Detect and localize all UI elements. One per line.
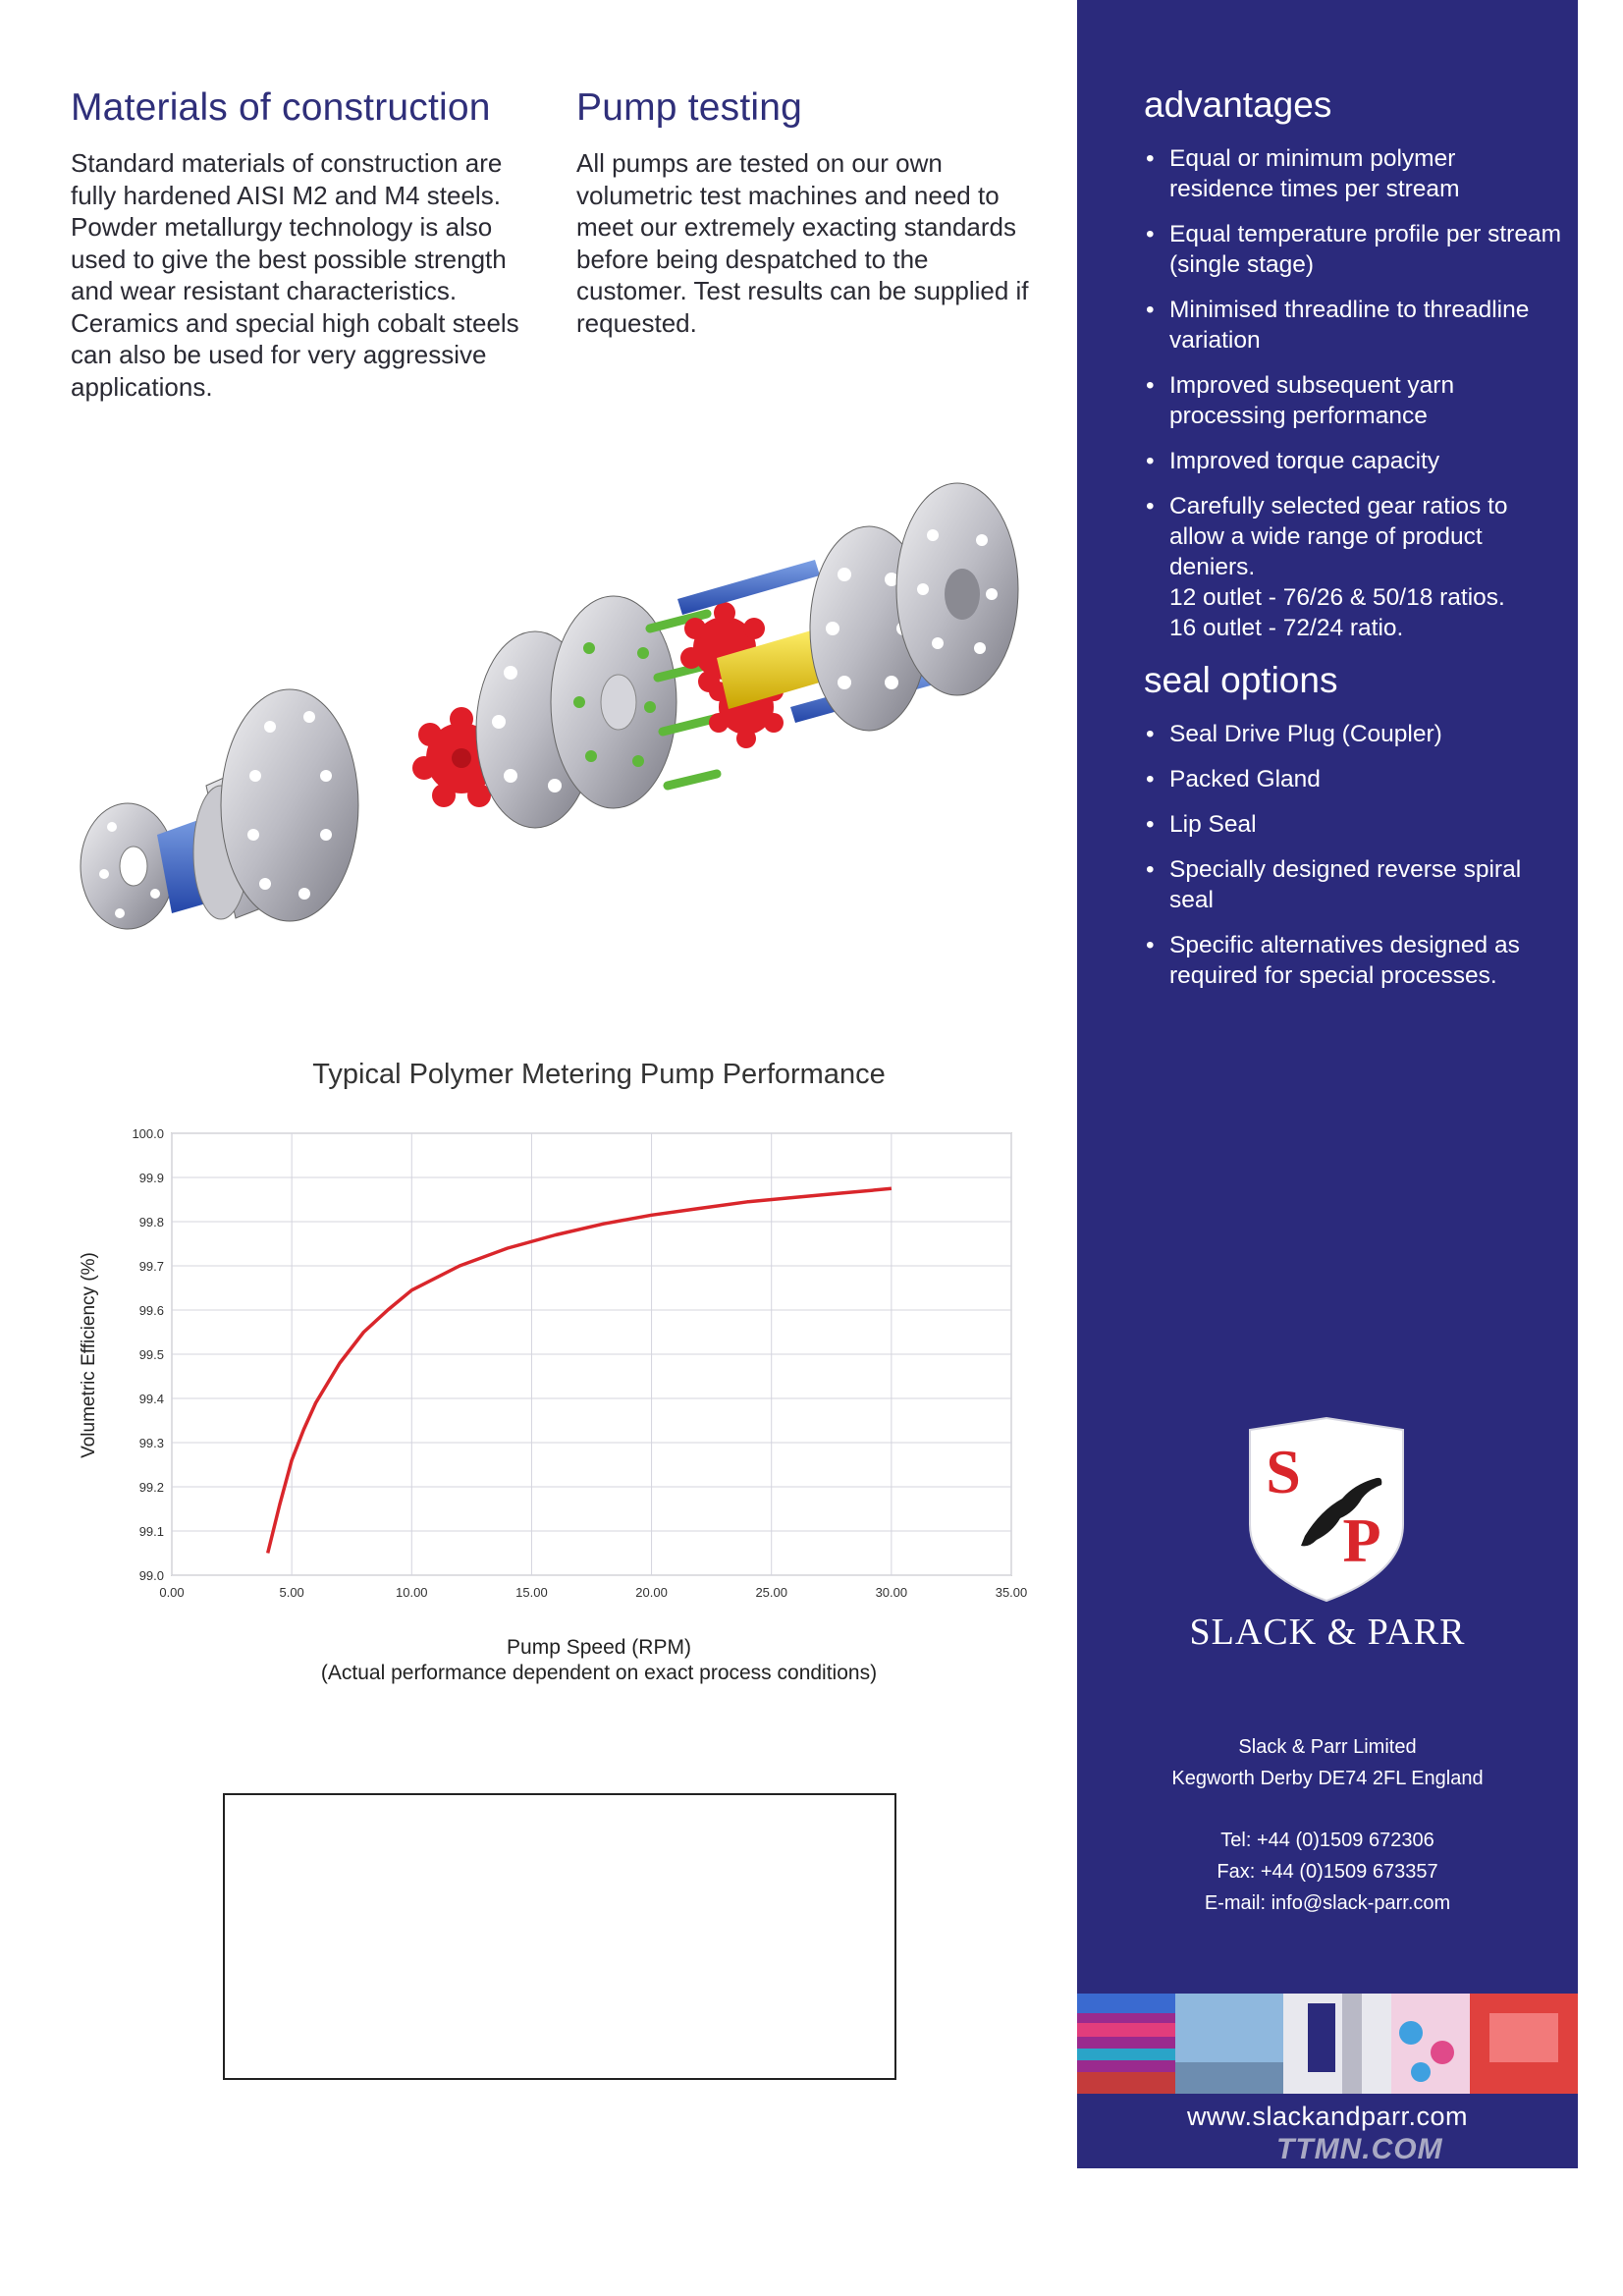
watermark: TTMN.COM	[1276, 2133, 1443, 2165]
x-tick-label: 15.00	[515, 1585, 548, 1600]
pump-testing-heading: Pump testing	[576, 86, 803, 129]
seal-option-item: • Specially designed reverse spiral seal	[1144, 854, 1566, 915]
x-tick-label: 5.00	[279, 1585, 304, 1600]
company-address: Kegworth Derby DE74 2FL England	[1171, 1768, 1484, 1789]
website-link[interactable]: www.slackandparr.com	[1186, 2102, 1469, 2131]
ratio-line: 16 outlet - 72/24 ratio.	[1169, 615, 1404, 641]
y-axis-ticks	[132, 1126, 164, 1583]
x-tick-label: 35.00	[995, 1585, 1028, 1600]
performance-chart	[59, 1110, 1041, 1611]
textile-photo-strip	[1077, 1994, 1578, 2094]
advantages-list	[1144, 143, 1566, 658]
y-tick-label: 99.2	[138, 1480, 164, 1495]
seal-option-item: • Seal Drive Plug (Coupler)	[1144, 719, 1566, 749]
advantage-item: • Improved subsequent yarn processing performance	[1144, 370, 1566, 431]
company-legal-name: Slack & Parr Limited	[1238, 1736, 1417, 1758]
advantage-item: • Equal or minimum polymer residence times per stream	[1144, 143, 1566, 204]
materials-heading: Materials of construction	[71, 86, 491, 129]
x-axis-ticks	[159, 1585, 1027, 1600]
advantage-item-text: Carefully selected gear ratios to allow a wide range of product deniers.	[1169, 493, 1508, 580]
company-tel: Tel: +44 (0)1509 672306	[1220, 1830, 1434, 1851]
pump-exploded-illustration	[69, 481, 1031, 943]
y-tick-label: 99.0	[138, 1568, 164, 1583]
y-tick-label: 99.3	[138, 1436, 164, 1450]
y-axis-label: Volumetric Efficiency (%)	[79, 1252, 99, 1458]
advantage-item: • Equal temperature profile per stream (single stage)	[1144, 219, 1566, 280]
seal-options-list	[1144, 719, 1566, 1006]
x-tick-label: 20.00	[635, 1585, 668, 1600]
blue-rod-top	[677, 560, 820, 615]
slack-parr-logo	[1244, 1416, 1409, 1603]
ratio-line: 12 outlet - 76/26 & 50/18 ratios.	[1169, 584, 1505, 611]
rear-end-plate	[896, 483, 1018, 695]
y-tick-label: 99.8	[138, 1215, 164, 1230]
logo-letter-p: P	[1342, 1505, 1381, 1575]
end-plate	[221, 689, 358, 921]
x-tick-label: 25.00	[755, 1585, 787, 1600]
materials-body: Standard materials of construction are fully hardened AISI M2 and M4 steels. Powder metallurgy technology is also used to give the best possible strength and wear resistant characteristics. Ceramics and special high cobalt steels can also be used for very aggressive applications.	[71, 148, 519, 402]
company-email[interactable]: E-mail: info@slack-parr.com	[1204, 1892, 1451, 1914]
seal-option-item: • Lip Seal	[1144, 809, 1566, 840]
chart-title: Typical Polymer Metering Pump Performance	[312, 1059, 886, 1090]
x-tick-label: 10.00	[396, 1585, 428, 1600]
y-tick-label: 99.5	[138, 1347, 164, 1362]
advantages-heading: advantages	[1144, 84, 1332, 125]
pump-testing-section	[576, 86, 1038, 339]
x-tick-label: 0.00	[159, 1585, 185, 1600]
chart-note: (Actual performance dependent on exact process conditions)	[320, 1662, 878, 1684]
seal-option-item: • Packed Gland	[1144, 764, 1566, 794]
logo-letter-s: S	[1266, 1437, 1301, 1506]
y-tick-label: 99.9	[138, 1171, 164, 1185]
advantage-item: • Minimised threadline to threadline variation	[1144, 295, 1566, 355]
company-name: SLACK & PARR	[1189, 1612, 1466, 1653]
x-axis-label: Pump Speed (RPM)	[507, 1636, 691, 1659]
y-tick-label: 99.1	[138, 1524, 164, 1539]
seal-options-heading: seal options	[1144, 660, 1338, 700]
advantage-item-ratios	[1144, 491, 1566, 643]
end-flange	[81, 803, 175, 929]
x-tick-label: 30.00	[875, 1585, 908, 1600]
y-tick-label: 99.4	[138, 1392, 164, 1406]
company-fax: Fax: +44 (0)1509 673357	[1217, 1861, 1438, 1883]
seal-option-item: • Specific alternatives designed as required for special processes.	[1144, 930, 1566, 991]
y-tick-label: 99.6	[138, 1303, 164, 1318]
blank-stamp-box	[223, 1793, 896, 2080]
pump-testing-body: All pumps are tested on our own volumetric test machines and need to meet our extremely exacting standards before being despatched to the customer. Test results can be supplied if requested.	[576, 148, 1029, 338]
materials-section	[71, 86, 542, 403]
y-tick-label: 100.0	[132, 1126, 164, 1141]
y-tick-label: 99.7	[138, 1259, 164, 1274]
advantage-item: • Improved torque capacity	[1144, 446, 1566, 476]
